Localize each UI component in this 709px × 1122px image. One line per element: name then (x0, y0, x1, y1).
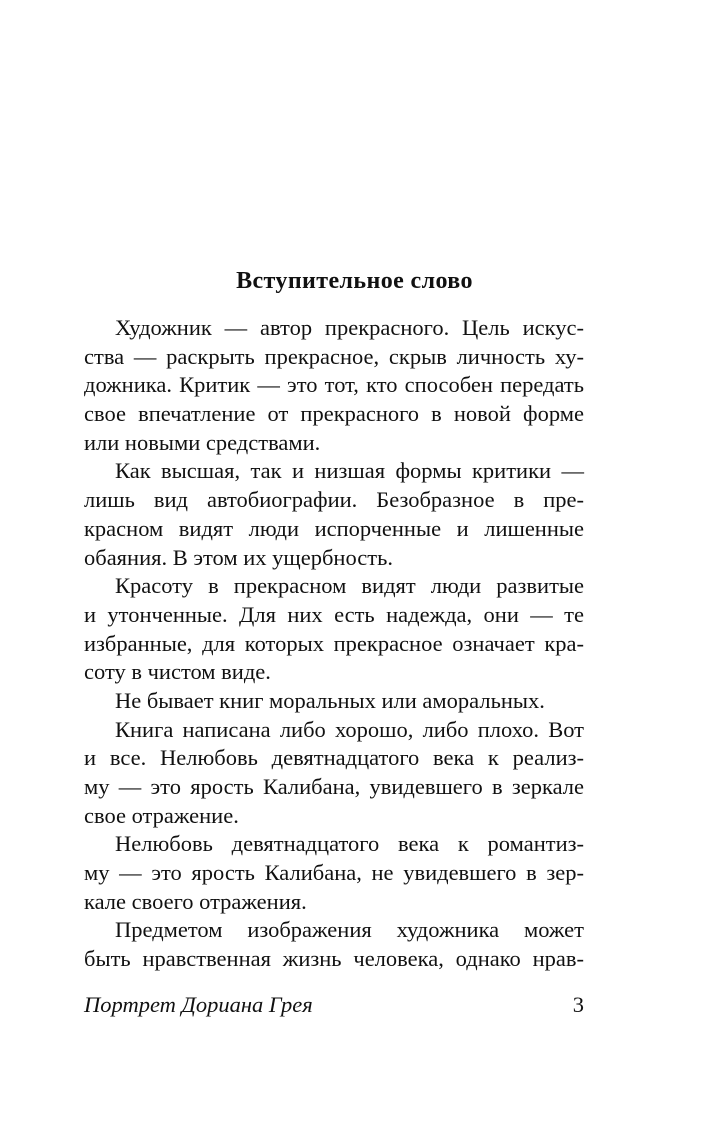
text-line: Как высшая, так и низшая формы критики — (115, 458, 584, 484)
paragraph (84, 572, 584, 687)
text-line: быть нравственная жизнь человека, однако нрав- (84, 946, 584, 972)
paragraph (84, 716, 584, 831)
text-line: Книга написана либо хорошо, либо плохо. Вот (115, 716, 584, 742)
page-number: 3 (572, 992, 584, 1017)
text-line: соту в чистом виде. (84, 659, 271, 685)
text-line: Художник — автор прекрасного. Цель искус- (115, 315, 584, 340)
text-line: му — это ярость Калибана, увидевшего в зеркале (84, 774, 584, 799)
text-line: избранные, для которых прекрасное означает кра- (84, 630, 584, 656)
text-line: свое впечатление от прекрасного в новой форме (84, 401, 584, 427)
paragraph (84, 916, 584, 973)
text-line: ства — раскрыть прекрасное, скрыв личность ху- (84, 343, 584, 369)
running-footer-title: Портрет Дориана Грея (84, 992, 313, 1017)
text-line: и утонченные. Для них есть надежда, они — те (84, 601, 584, 627)
text-line: лишь вид автобиографии. Безобразное в пре- (84, 487, 584, 513)
text-line: и все. Нелюбовь девятнадцатого века к реализ- (84, 745, 584, 771)
text-line: или новыми средствами. (84, 429, 321, 455)
paragraph (84, 314, 584, 457)
page-title: Вступительное слово (236, 268, 473, 294)
text-line: Красоту в прекрасном видят люди развитые (115, 573, 584, 599)
text-line: дожника. Критик — это тот, кто способен передать (84, 372, 584, 398)
text-line: му — это ярость Калибана, не увидевшего в зер- (84, 860, 584, 886)
text-line: Нелюбовь девятнадцатого века к романтиз- (115, 831, 584, 857)
text-line: Не бывает книг моральных или аморальных. (115, 687, 545, 713)
text-line: Предметом изображения художника может (115, 917, 584, 943)
text-line: красном видят люди испорченные и лишенные (84, 515, 584, 541)
text-line: свое отражение. (84, 802, 239, 828)
paragraph (84, 687, 584, 716)
paragraph (84, 457, 584, 572)
body-text (84, 314, 584, 974)
paragraph (84, 830, 584, 916)
text-line: кале своего отражения. (84, 888, 307, 914)
text-line: обаяния. В этом их ущербность. (84, 544, 393, 570)
